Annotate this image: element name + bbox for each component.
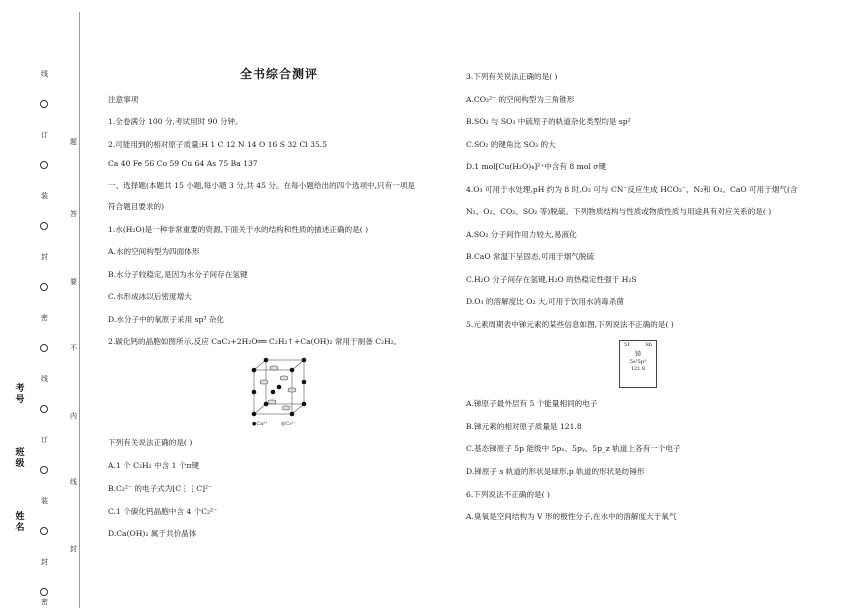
inner-mark: 内	[70, 412, 77, 420]
option-c: C.1 个碳化钙晶胞中含 4 个C₂²⁻	[108, 507, 218, 516]
periodic-element-cell	[619, 340, 657, 388]
seal-mark: 封	[41, 558, 48, 566]
option-b: B.CaO 常温下呈固态,可用于烟气脱硫	[466, 252, 595, 261]
notice-heading: 注意事项	[108, 95, 139, 104]
question-stem: 4.O₃ 可用于水处理,pH 约为 8 时,O₃ 可与 CN⁻反应生成 HCO₃⁻、N₂和 O₂。CaO 可用于烟气(含	[466, 185, 798, 194]
inner-mark: 封	[70, 545, 77, 553]
option-b: B.锑元素的相对原子质量是 121.8	[466, 422, 582, 431]
question-stem: 3.下列有关说法正确的是( )	[466, 72, 558, 81]
option-d: D.水分子中的氧原子采用 sp³ 杂化	[108, 315, 224, 324]
page-title: 全书综合测评	[240, 67, 319, 81]
option-c: C.SO₂ 的键角比 SO₃ 的大	[466, 140, 556, 149]
option-d: D.锑原子 s 轨道的形状是球形,p 轨道的形状是纺锤形	[466, 467, 645, 476]
inner-mark: 要	[70, 278, 77, 286]
question-stem: 5.元素周期表中锑元素的某些信息如图,下列说法不正确的是( )	[466, 320, 674, 329]
option-c: C.基态锑原子 5p 能级中 5pₓ、5pᵧ、5p_z 轨道上各有一个电子	[466, 444, 681, 453]
exam-number-label: 考号	[15, 384, 25, 405]
seal-circle	[40, 588, 48, 596]
inner-mark: 不	[70, 344, 77, 352]
electron-config: 5s²5p³	[629, 359, 647, 365]
binding-line	[79, 12, 80, 608]
question-stem: 6.下列说法不正确的是( )	[466, 490, 550, 499]
element-name: 锑	[634, 351, 641, 358]
seal-circle	[40, 222, 48, 230]
seal-mark: 密	[41, 598, 48, 606]
binding-margin	[0, 0, 90, 608]
notice-item: Ca 40 Fe 56 Co 59 Cu 64 As 75 Ba 137	[108, 159, 258, 168]
class-label: 班级	[15, 448, 25, 469]
seal-mark: 密	[41, 314, 48, 322]
seal-circle	[40, 283, 48, 291]
seal-mark: 线	[41, 70, 48, 78]
inner-mark: 答	[70, 210, 77, 218]
option-d: D.Ca(OH)₂ 属于共价晶体	[108, 529, 197, 538]
name-label: 姓名	[15, 512, 25, 533]
option-a: A.臭氧是空间结构为 V 形的极性分子,在水中的溶解度大于氧气	[466, 512, 677, 521]
seal-circle	[40, 405, 48, 413]
seal-circle	[40, 344, 48, 352]
notice-item: 2.可能用到的相对原子质量:H 1 C 12 N 14 O 16 S 32 Cl 35.5	[108, 140, 328, 149]
seal-mark: 线	[41, 375, 48, 383]
legend-c2: ◎C₂²⁻	[281, 421, 296, 427]
seal-circle	[40, 100, 48, 108]
question-stem: 1.水(H₂O)是一种非常重要的资源,下面关于水的结构和性质的描述正确的是( )	[108, 225, 369, 234]
legend-ca: ●Ca²⁺	[252, 421, 268, 427]
atomic-number: 51	[624, 342, 631, 348]
option-c: C.水形成冰以后密度增大	[108, 292, 192, 301]
question-stem: N₂、O₂、CO₂、SO₂ 等)脱硫。下列物质结构与性质或物质性质与用途具有对应关系的是( )	[466, 207, 772, 216]
seal-mark: 装	[41, 192, 48, 200]
seal-circle	[40, 527, 48, 535]
seal-mark: 订	[41, 131, 48, 139]
crystal-cell-diagram	[248, 356, 310, 420]
notice-item: 1.全卷满分 100 分,考试用时 90 分钟。	[108, 117, 243, 126]
seal-mark: 订	[41, 436, 48, 444]
option-a: A.CO₃²⁻ 的空间构型为三角锥形	[466, 95, 575, 104]
option-d: D.1 mol[Cu(H₂O)₄]²⁺中含有 8 mol σ键	[466, 162, 607, 171]
question-stem: 2.碳化钙的晶胞如图所示,反应 CaC₂+2H₂O══ C₂H₂↑+Ca(OH)₂ 常用于制备 C₂H₂。	[108, 337, 402, 346]
option-a: A.1 个 C₂H₂ 中含 1 个π键	[108, 461, 200, 470]
option-d: D.O₃ 的溶解度比 O₂ 大,可用于饮用水消毒杀菌	[466, 297, 624, 306]
option-b: B.水分子较稳定,是因为水分子间存在氢键	[108, 270, 248, 279]
option-c: C.H₂O 分子间存在氢键,H₂O 的热稳定性强于 H₂S	[466, 275, 637, 284]
element-symbol: Sb	[645, 342, 652, 348]
option-a: A.水的空间构型为四面体形	[108, 247, 200, 256]
option-a: A.SO₂ 分子间作用力较大,易液化	[466, 230, 577, 239]
question-sub-stem: 下列有关说法正确的是( )	[108, 438, 193, 447]
atomic-mass: 121.8	[630, 366, 646, 372]
seal-circle	[40, 161, 48, 169]
option-b: B.C₂²⁻ 的电子式为[C⋮⋮C]²⁻	[108, 484, 213, 493]
section-heading: 符合题目要求的)	[108, 202, 165, 211]
inner-mark: 线	[70, 478, 77, 486]
seal-mark: 封	[41, 253, 48, 261]
seal-mark: 装	[41, 497, 48, 505]
section-heading: 一、选择题(本题共 15 小题,每小题 3 分,共 45 分。在每小题给出的四个选项中,只有一项是	[108, 181, 416, 190]
option-a: A.锑原子最外层有 5 个能量相同的电子	[466, 399, 598, 408]
inner-mark: 题	[70, 138, 77, 146]
option-b: B.SO₂ 与 SO₃ 中硫原子的轨道杂化类型均是 sp²	[466, 117, 631, 126]
cell-header	[620, 341, 656, 349]
seal-circle	[40, 466, 48, 474]
